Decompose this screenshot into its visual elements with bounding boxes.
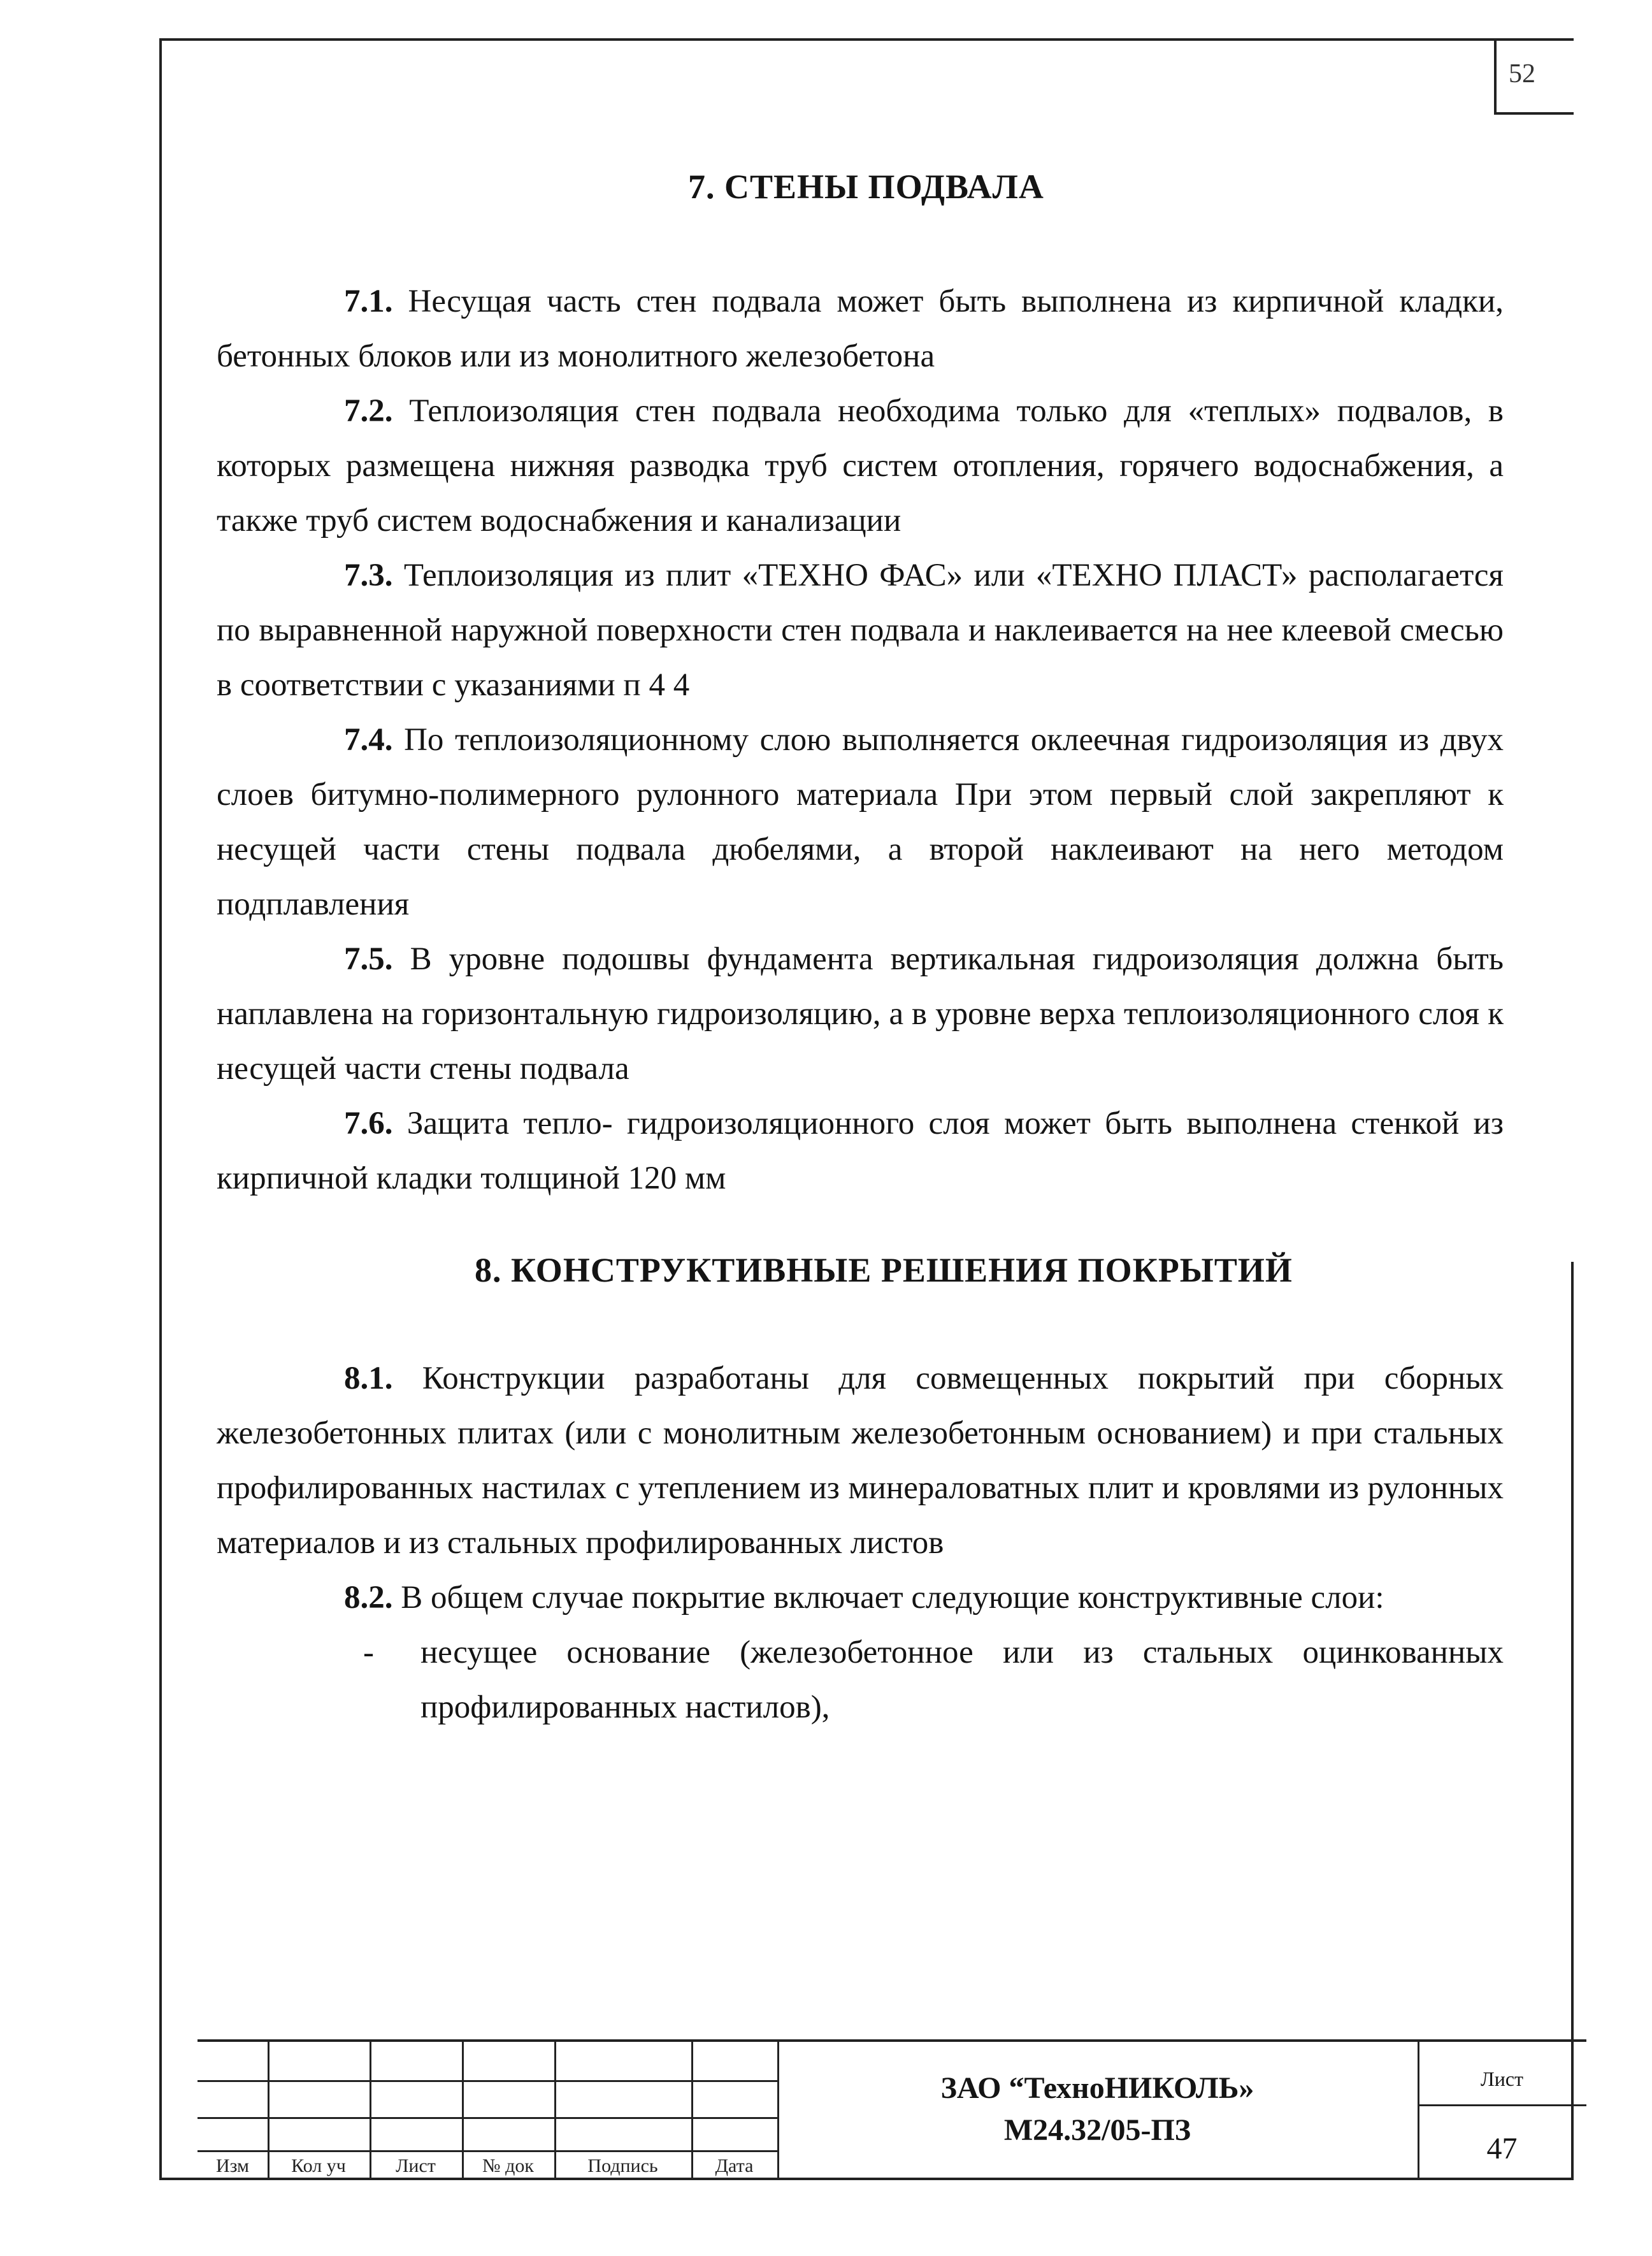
title-block xyxy=(198,2039,1586,2180)
paragraph-7-2 xyxy=(217,384,1504,548)
item-number: 7.4. xyxy=(344,722,393,758)
item-number: 8.1. xyxy=(344,1361,393,1396)
paragraph-text: Защита тепло- гидроизоляционного слоя может быть выполнена стенкой из кирпичной кладки толщиной 120 мм xyxy=(217,1106,1504,1196)
document-code: М24.32/05-ПЗ xyxy=(1003,2113,1191,2147)
column-label-izm: Изм xyxy=(215,2155,250,2176)
item-number: 7.3. xyxy=(344,558,393,593)
paragraph-text: Несущая часть стен подвала может быть выполнена из кирпичной кладки, бетонных блоков или из монолитного железобетона xyxy=(217,284,1504,374)
column-label-signature: Подпись xyxy=(587,2155,658,2176)
sheet-number: 47 xyxy=(1486,2132,1518,2166)
item-number: 7.1. xyxy=(344,284,393,319)
paragraph-7-3 xyxy=(217,548,1504,712)
sheet-cell-divider xyxy=(1418,2104,1586,2106)
column-label-date: Дата xyxy=(715,2155,754,2176)
paragraph-text: Теплоизоляция стен подвала необходима только для «теплых» подвалов, в которых размещена нижняя разводка труб систем отопления, горячего водоснабжения, а также труб систем водоснабжения и канализации xyxy=(217,393,1504,539)
paragraph-text: В уровне подошвы фундамента вертикальная гидроизоляция должна быть наплавлена на горизонтальную гидроизоляцию, а в уровне верха теплоизоляционного слоя к несущей части стены подвала xyxy=(217,941,1504,1087)
paragraph-8-2 xyxy=(217,1570,1504,1625)
paragraph-text: Теплоизоляция из плит «ТЕХНО ФАС» или «ТЕХНО ПЛАСТ» располагается по выравненной наружной поверхности стен подвала и наклеивается на нее клеевой смесью в соответствии с указаниями п 4 4 xyxy=(217,558,1504,703)
item-number: 7.2. xyxy=(344,393,393,429)
list-item-text: несущее основание (железобетонное или из стальных оцинкованных профилированных настилов), xyxy=(420,1635,1504,1725)
column-label-doc-number: № док xyxy=(482,2155,534,2176)
section-7-title: 7. СТЕНЫ ПОДВАЛА xyxy=(688,168,1044,206)
paragraph-text: По теплоизоляционному слою выполняется оклеечная гидроизоляция из двух слоев битумно-полимерного рулонного материала При этом первый слой закрепляют к несущей части стены подвала дюбелями, а второй наклеивают на него методом подплавления xyxy=(217,722,1504,922)
paragraph-7-1 xyxy=(217,274,1504,384)
section-7-body xyxy=(217,274,1504,1206)
paragraph-7-5 xyxy=(217,932,1504,1096)
paragraph-text: В общем случае покрытие включает следующие конструктивные слои: xyxy=(401,1580,1384,1616)
item-number: 7.6. xyxy=(344,1106,393,1141)
section-8-title: 8. КОНСТРУКТИВНЫЕ РЕШЕНИЯ ПОКРЫТИЙ xyxy=(475,1251,1293,1289)
column-label-list: Лист xyxy=(396,2155,436,2176)
page-number: 52 xyxy=(1509,59,1535,89)
sheet-label: Лист xyxy=(1480,2067,1523,2090)
paragraph-7-4 xyxy=(217,712,1504,932)
organization-name: ЗАО “ТехноНИКОЛЬ» xyxy=(940,2071,1254,2105)
column-label-kol-uch: Кол уч xyxy=(291,2155,346,2176)
section-8-body xyxy=(217,1351,1504,1735)
paragraph-7-6 xyxy=(217,1096,1504,1206)
title-block-row-line xyxy=(198,2080,777,2082)
list-dash: - xyxy=(363,1635,374,1670)
title-block-row-line xyxy=(198,2117,777,2119)
paragraph-text: Конструкции разработаны для совмещенных покрытий при сборных железобетонных плитах (или с монолитным железобетонным основанием) и при стальных профилированных настилах с утеплением из минераловатных плит и кровлями из рулонных материалов и из стальных профилированных листов xyxy=(217,1361,1504,1561)
frame-left-border xyxy=(159,38,162,2180)
title-block-row-line xyxy=(198,2150,777,2152)
list-item xyxy=(217,1625,1504,1735)
item-number: 8.2. xyxy=(344,1580,393,1616)
item-number: 7.5. xyxy=(344,941,393,977)
frame-top-border xyxy=(159,38,1574,41)
paragraph-8-1 xyxy=(217,1351,1504,1570)
